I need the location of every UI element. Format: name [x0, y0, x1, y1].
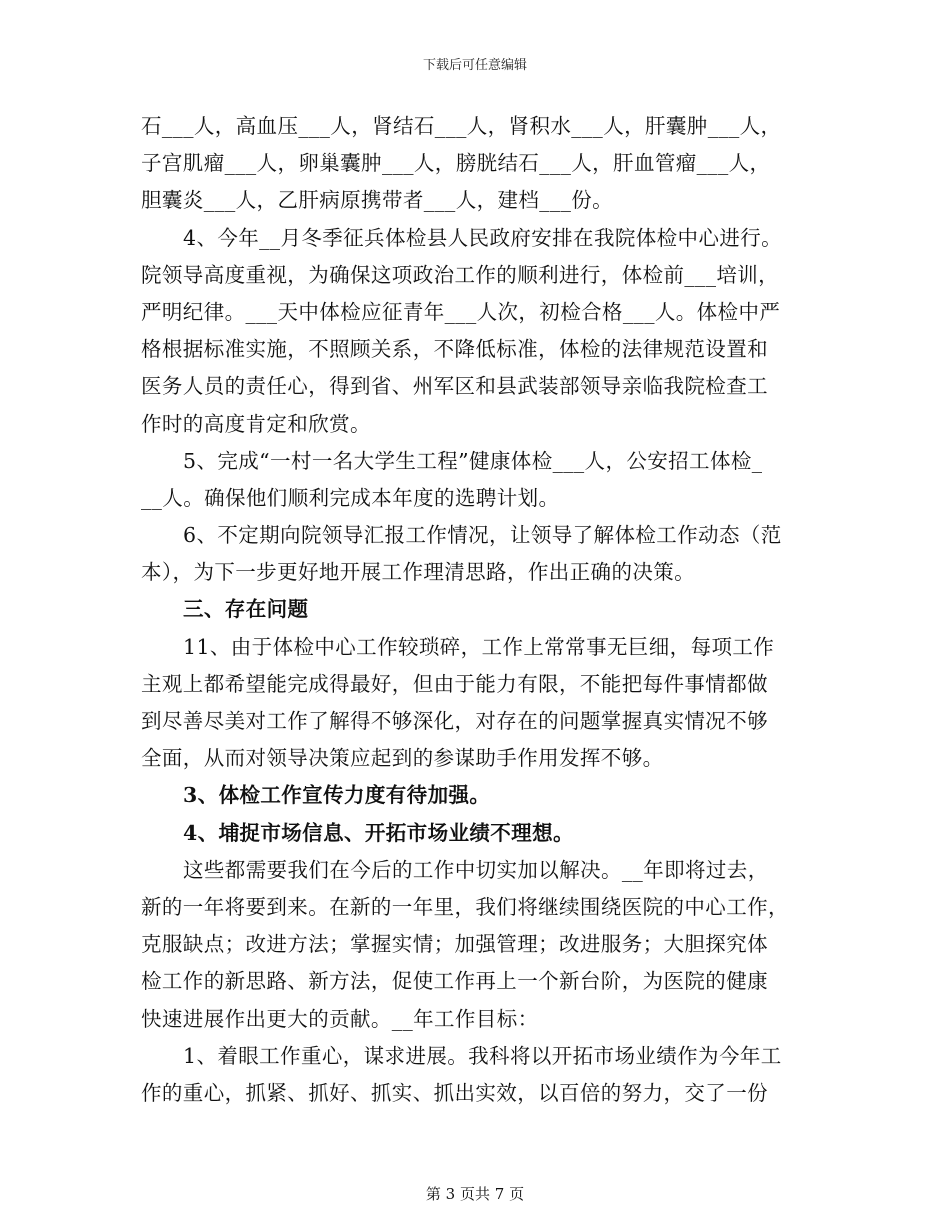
text-line: 格根据标准实施，不照顾关系，不降低标准，体检的法律规范设置和	[141, 337, 768, 362]
section-heading: 三、存在问题	[183, 597, 309, 622]
page-footer: 第 3 页共 7 页	[425, 1185, 525, 1203]
paragraph-start-line: 11、由于体检中心工作较琐碎，工作上常常事无巨细，每项工作	[183, 634, 775, 659]
text-line: __人。确保他们顺利完成本年度的选聘计划。	[141, 485, 560, 510]
text-line: 子宫肌瘤___人，卵巢囊肿___人，膀胱结石___人，肝血管瘤___人，	[141, 151, 771, 176]
text-line: 到尽善尽美对工作了解得不够深化，对存在的问题掌握真实情况不够	[141, 709, 768, 733]
text-line: 作时的高度肯定和欣赏。	[141, 411, 371, 436]
text-line: 石___人，高血压___人，肾结石___人，肾积水___人，肝囊肿___人，	[141, 114, 782, 138]
text-line: 胆囊炎___人，乙肝病原携带者___人，建档___份。	[141, 188, 614, 213]
text-line: 作的重心，抓紧、抓好、抓实、抓出实效，以百倍的努力，交了一份	[141, 1080, 768, 1105]
text-line: 检工作的新思路、新方法，促使工作再上一个新台阶，为医院的健康	[141, 969, 768, 994]
paragraph-start-line: 6、不定期向院领导汇报工作情况，让领导了解体检工作动态（范	[183, 523, 782, 548]
text-line: 新的一年将要到来。在新的一年里，我们将继续围绕医院的中心工作，	[141, 894, 789, 919]
text-line: 本），为下一步更好地开展工作理清思路，作出正确的决策。	[141, 560, 696, 585]
text-line: 克服缺点；改进方法；掌握实情；加强管理；改进服务；大胆探究体	[141, 932, 768, 957]
paragraph-start-line: 4、今年__月冬季征兵体检县人民政府安排在我院体检中心进行。	[183, 225, 783, 250]
bold-item: 4、埔捉市场信息、开拓市场业绩不理想。	[183, 820, 574, 845]
bold-item: 3、体检工作宣传力度有待加强。	[183, 783, 491, 808]
text-line: 主观上都希望能完成得最好，但由于能力有限，不能把每件事情都做	[141, 671, 768, 696]
paragraph-start-line: 1、着眼工作重心，谋求进展。我科将以开拓市场业绩作为今年工	[183, 1043, 782, 1068]
paragraph-start-line: 5、完成“一村一名大学生工程”健康体检___人，公安招工体检_	[183, 448, 763, 473]
text-line: 医务人员的责任心，得到省、州军区和县武装部领导亲临我院检查工	[141, 374, 768, 399]
document-body	[141, 108, 803, 1112]
text-line: 全面，从而对领导决策应起到的参谋助手作用发挥不够。	[141, 746, 664, 771]
text-line: 严明纪律。___天中体检应征青年___人次，初检合格___人。体检中严	[141, 299, 781, 324]
paragraph-start-line: 这些都需要我们在今后的工作中切实加以解决。__年即将过去，	[183, 857, 769, 882]
text-line: 快速进展作出更大的贡献。__年工作目标：	[141, 1006, 539, 1031]
text-line: 院领导高度重视，为确保这项政治工作的顺利进行，体检前___培训，	[141, 262, 780, 287]
page-header: 下载后可任意编辑	[422, 58, 527, 73]
